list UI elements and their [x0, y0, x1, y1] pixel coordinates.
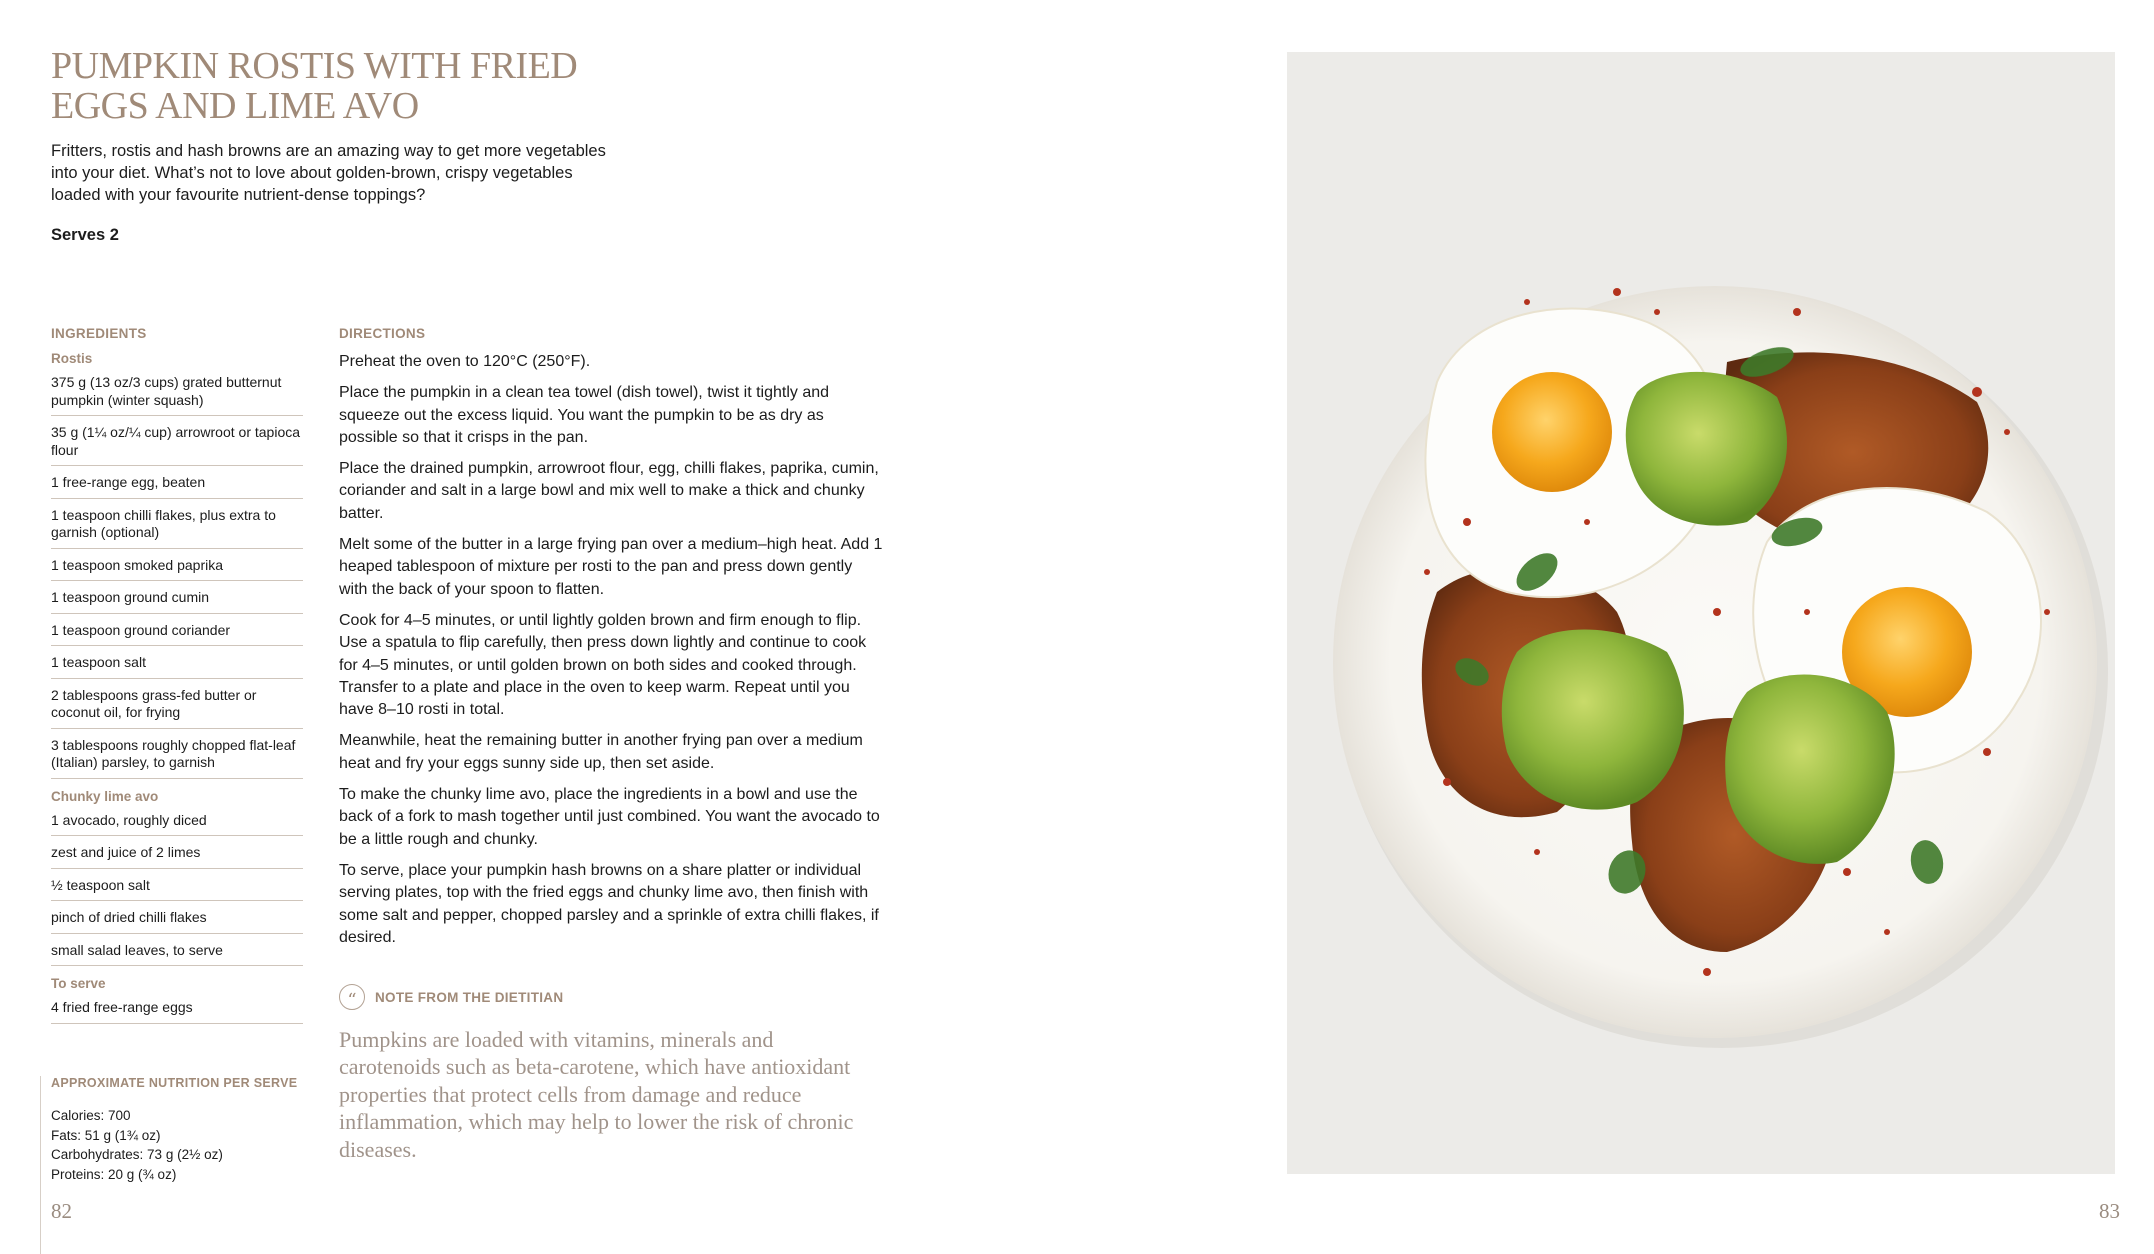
direction-step: Cook for 4–5 minutes, or until lightly golden brown and firm enough to flip. Use a spatula to flip carefully, then press down lightly and continue to cook for 4–5 minutes, or until golden brown on both sides and cooked through. Transfer to a plate and place in the oven to keep warm. Repeat until you have 8–10 rosti in total.	[339, 611, 867, 719]
ingredient-item: 1 free-range egg, beaten	[51, 474, 303, 499]
ingredient-item: 1 teaspoon chilli flakes, plus extra to garnish (optional)	[51, 507, 303, 549]
food-photo	[1287, 52, 2115, 1174]
avo-list	[51, 812, 303, 967]
page-number-left: 82	[51, 1199, 72, 1223]
nutrition-carbs: Carbohydrates: 73 g (2½ oz)	[51, 1147, 223, 1162]
food-photo-illustration	[1287, 52, 2115, 1174]
nutrition-panel	[51, 1076, 311, 1184]
direction-step: Meanwhile, heat the remaining butter in another frying pan over a medium heat and fry your eggs sunny side up, then set aside.	[339, 732, 863, 772]
directions-heading: DIRECTIONS	[339, 326, 426, 341]
ingredient-item: 4 fried free-range eggs	[51, 999, 303, 1024]
ingredient-item: small salad leaves, to serve	[51, 942, 303, 967]
nutrition-fats: Fats: 51 g (1¾ oz)	[51, 1127, 161, 1143]
directions-column	[339, 326, 884, 958]
ingredient-item: zest and juice of 2 limes	[51, 844, 303, 869]
direction-step: To serve, place your pumpkin hash browns on a share platter or individual serving plates, top with the fried eggs and chunky lime avo, then finish with some salt and pepper, chopped parsley and a sprinkle of extra chilli flakes, if desired.	[339, 861, 879, 946]
ingredients-heading: INGREDIENTS	[51, 326, 147, 341]
serve-label: To serve	[51, 976, 106, 991]
ingredient-item: 375 g (13 oz/3 cups) grated butternut pumpkin (winter squash)	[51, 374, 303, 416]
ingredient-item: 1 avocado, roughly diced	[51, 812, 303, 837]
direction-step: Melt some of the butter in a large frying pan over a medium–high heat. Add 1 heaped tablespoon of mixture per rosti to the pan and press down gently with the back of your spoon to flatten.	[339, 536, 883, 598]
intro-line-1: Fritters, rostis and hash browns are an amazing way to get more vegetables	[51, 142, 606, 160]
quote-icon: “	[339, 984, 365, 1010]
dietitian-note-header	[339, 984, 563, 1010]
dietitian-note-heading: NOTE FROM THE DIETITIAN	[375, 989, 564, 1005]
direction-step: Place the drained pumpkin, arrowroot flour, egg, chilli flakes, paprika, cumin, coriander and salt in a large bowl and mix well to make a thick and chunky batter.	[339, 460, 879, 522]
ingredient-item: 35 g (1¼ oz/¼ cup) arrowroot or tapioca flour	[51, 424, 303, 466]
nutrition-heading: APPROXIMATE NUTRITION PER SERVE	[51, 1076, 298, 1090]
ingredient-item: pinch of dried chilli flakes	[51, 909, 303, 934]
title-line-1: PUMPKIN ROSTIS WITH FRIED	[51, 45, 578, 87]
intro-line-3: loaded with your favourite nutrient-dense toppings?	[51, 186, 426, 204]
ingredient-item: 1 teaspoon ground coriander	[51, 622, 303, 647]
nutrition-divider	[40, 1076, 41, 1254]
serve-list	[51, 999, 303, 1024]
direction-step: Preheat the oven to 120°C (250°F).	[339, 353, 591, 370]
ingredient-item: ½ teaspoon salt	[51, 877, 303, 902]
ingredient-item: 3 tablespoons roughly chopped flat-leaf (Italian) parsley, to garnish	[51, 737, 303, 779]
avo-2	[1502, 630, 1684, 810]
serves-label: Serves 2	[51, 226, 119, 244]
recipe-intro	[51, 140, 661, 206]
direction-step: Place the pumpkin in a clean tea towel (dish towel), twist it tightly and squeeze out the excess liquid. You want the pumpkin to be as dry as possible so that it crisps in the pan.	[339, 384, 830, 446]
ingredient-item: 2 tablespoons grass-fed butter or coconut oil, for frying	[51, 687, 303, 729]
dietitian-note-text: Pumpkins are loaded with vitamins, minerals and carotenoids such as beta-carotene, which have antioxidant properties that protect cells from damage and reduce inflammation, which may help to lower the risk of chronic diseases.	[339, 1027, 854, 1162]
rostis-label: Rostis	[51, 351, 93, 366]
ingredient-item: 1 teaspoon ground cumin	[51, 589, 303, 614]
nutrition-calories: Calories: 700	[51, 1108, 131, 1123]
direction-step: To make the chunky lime avo, place the ingredients in a bowl and use the back of a fork to mash together until just combined. You want the avocado to be a little rough and chunky.	[339, 786, 880, 848]
ingredients-column	[51, 326, 303, 1034]
directions-list	[339, 351, 884, 949]
ingredient-item: 1 teaspoon salt	[51, 654, 303, 679]
nutrition-proteins: Proteins: 20 g (¾ oz)	[51, 1166, 177, 1182]
avo-label: Chunky lime avo	[51, 788, 159, 804]
title-line-2: EGGS AND LIME AVO	[51, 85, 419, 127]
page-number-right: 83	[2099, 1199, 2120, 1223]
ingredient-item: 1 teaspoon smoked paprika	[51, 557, 303, 582]
recipe-title	[51, 46, 651, 126]
rostis-list	[51, 374, 303, 779]
intro-line-2: into your diet. What’s not to love about golden-brown, crispy vegetables	[51, 164, 573, 182]
